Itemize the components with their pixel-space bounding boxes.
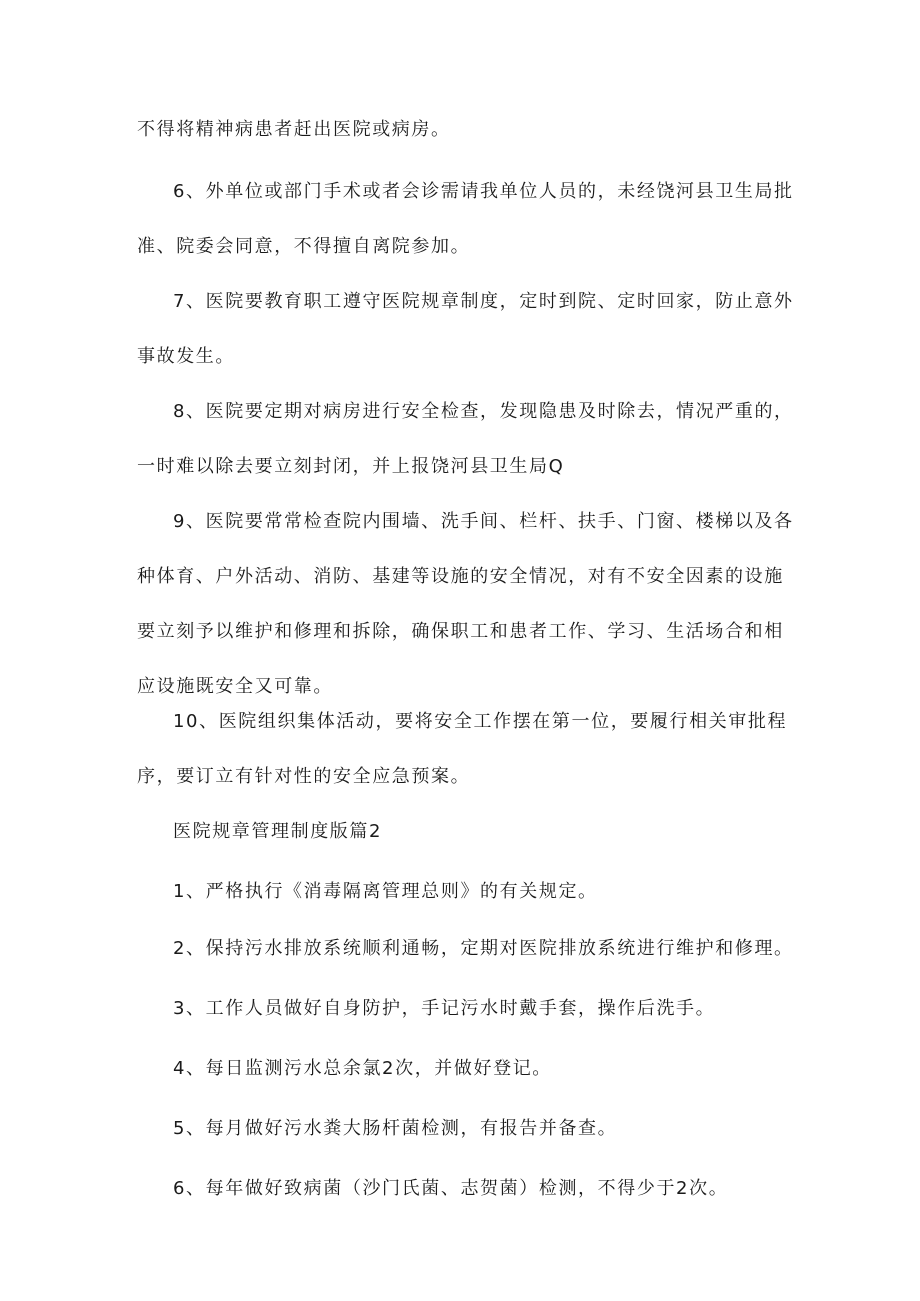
paragraph-item-7: 7、医院要教育职工遵守医院规章制度，定时到院、定时回家，防止意外事故发生。 [137,291,794,367]
section-item-5: 5、每月做好污水粪大肠杆菌检测，有报告并备查。 [173,1118,618,1139]
section-item-3: 3、工作人员做好自身防护，手记污水时戴手套，操作后洗手。 [173,998,716,1019]
section-item-6: 6、每年做好致病菌（沙门氏菌、志贺菌）检测，不得少于2次。 [173,1178,729,1199]
paragraph-item-8: 8、医院要定期对病房进行安全检查，发现隐患及时除去，情况严重的，一时难以除去要立刻封闭，并上报饶河县卫生局Q [137,401,794,477]
paragraph-continuation: 不得将精神病患者赶出医院或病房。 [137,119,451,140]
paragraph-item-6: 6、外单位或部门手术或者会诊需请我单位人员的，未经饶河县卫生局批准、院委会同意，不得擅自离院参加。 [137,181,794,257]
section-item-1: 1、严格执行《消毒隔离管理总则》的有关规定。 [173,881,598,902]
paragraph-item-9: 9、医院要常常检查院内围墙、洗手间、栏杆、扶手、门窗、楼梯以及各种体育、户外活动、消防、基建等设施的安全情况，对有不安全因素的设施要立刻予以维护和修理和拆除，确保职工和患者工作、学习、生活场合和相应设施既安全又可靠。 [137,511,794,697]
paragraph-item-10: 10、医院组织集体活动，要将安全工作摆在第一位，要履行相关审批程序，要订立有针对性的安全应急预案。 [137,711,788,787]
section-title: 医院规章管理制度版篇2 [173,821,383,842]
section-item-4: 4、每日监测污水总余氯2次，并做好登记。 [173,1058,552,1079]
section-item-2: 2、保持污水排放系统顺利通畅，定期对医院排放系统进行维护和修理。 [173,938,794,959]
